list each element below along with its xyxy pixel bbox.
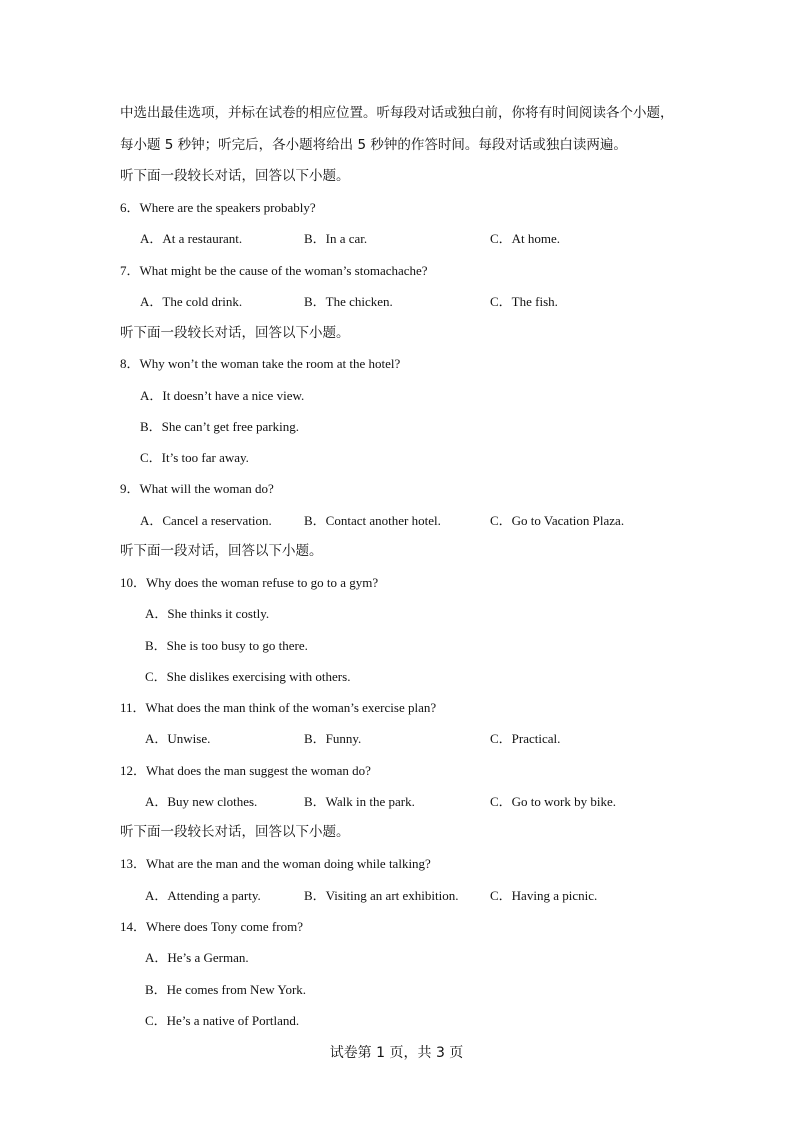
q14-option-b: B．He comes from New York. [145,982,307,997]
q14-option-a: A．He’s a German. [145,950,249,965]
q11-option-a: A．Unwise. [145,731,211,746]
q12-option-c: C．Go to work by bike. [490,794,617,809]
q13-option-a: A．Attending a party. [145,888,261,903]
question-7: 7．What might be the cause of the woman’s stomachache? [120,263,428,278]
q11-option-b: B．Funny. [304,731,362,746]
q7-option-a: A．The cold drink. [140,294,243,309]
q10-option-b: B．She is too busy to go there. [145,638,308,653]
section-heading-3: 听下面一段对话，回答以下小题。 [120,543,323,559]
question-12: 12．What does the man suggest the woman do? [120,763,371,778]
q9-option-c: C．Go to Vacation Plaza. [490,513,625,528]
section-heading-4: 听下面一段较长对话，回答以下小题。 [120,824,350,840]
question-10: 10．Why does the woman refuse to go to a gym? [120,575,379,590]
q6-option-c: C．At home. [490,231,561,246]
section-heading-2: 听下面一段较长对话，回答以下小题。 [120,325,350,341]
q9-option-a: A．Cancel a reservation. [140,513,272,528]
section-heading-1: 听下面一段较长对话，回答以下小题。 [120,168,350,184]
question-9: 9．What will the woman do? [120,481,274,496]
q6-option-a: A．At a restaurant. [140,231,243,246]
question-8: 8．Why won’t the woman take the room at the hotel? [120,356,401,371]
question-6: 6．Where are the speakers probably? [120,200,316,215]
q8-option-b: B．She can’t get free parking. [140,419,299,434]
q6-option-b: B．In a car. [304,231,368,246]
q10-option-c: C．She dislikes exercising with others. [145,669,351,684]
q8-option-c: C．It’s too far away. [140,450,249,465]
q7-option-b: B．The chicken. [304,294,393,309]
q12-option-b: B．Walk in the park. [304,794,415,809]
page-footer: 试卷第 1 页，共 3 页 [329,1045,464,1061]
q12-option-a: A．Buy new clothes. [145,794,258,809]
q14-option-c: C．He’s a native of Portland. [145,1013,300,1028]
q13-option-c: C．Having a picnic. [490,888,598,903]
question-13: 13．What are the man and the woman doing while talking? [120,856,431,871]
q11-option-c: C．Practical. [490,731,561,746]
intro-line-2: 每小题 5 秒钟；听完后，各小题将给出 5 秒钟的作答时间。每段对话或独白读两遍。 [120,137,627,153]
q7-option-c: C．The fish. [490,294,558,309]
intro-line-1: 中选出最佳选项，并标在试卷的相应位置。听每段对话或独白前，你将有时间阅读各个小题， [120,105,674,121]
q13-option-b: B．Visiting an art exhibition. [304,888,459,903]
q8-option-a: A．It doesn’t have a nice view. [140,388,305,403]
q9-option-b: B．Contact another hotel. [304,513,441,528]
question-11: 11．What does the man think of the woman’s exercise plan? [120,700,437,715]
q10-option-a: A．She thinks it costly. [145,606,270,621]
question-14: 14．Where does Tony come from? [120,919,303,934]
